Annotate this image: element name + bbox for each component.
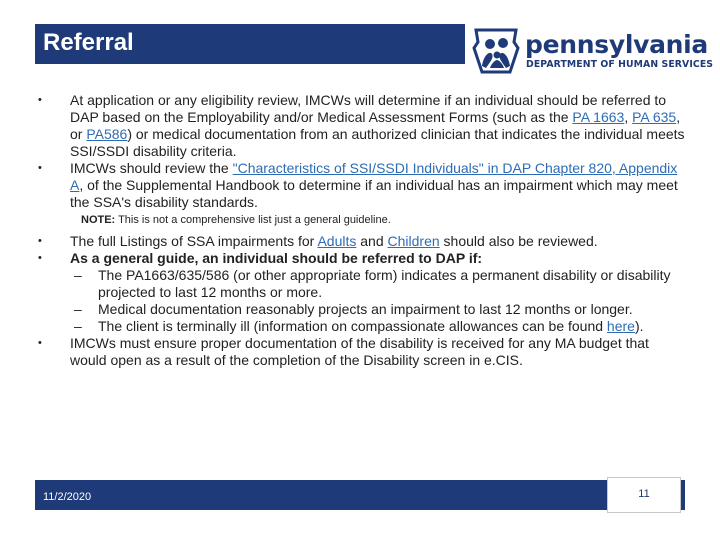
logo-wordmark: pennsylvania xyxy=(525,30,708,59)
page-number-box xyxy=(607,477,681,513)
bullet-text: , xyxy=(624,109,633,125)
bullet-text: The full Listings of SSA impairments for xyxy=(70,233,318,249)
bullet-text: should also be reviewed. xyxy=(439,233,598,249)
bullet-ssa-listings xyxy=(38,233,688,250)
sub-bullet-permanent-disability xyxy=(38,267,688,301)
link-pa-1663[interactable]: PA 1663 xyxy=(572,109,625,125)
bullet-dot: • xyxy=(38,162,42,174)
sub-bullet-text: The PA1663/635/586 (or other appropriate form) indicates a permanent disability or disability projected to last 12 months or more. xyxy=(98,267,671,300)
sub-bullet-dash: – xyxy=(74,318,82,334)
sub-bullet-terminally-ill xyxy=(38,318,688,335)
bullet-text: and xyxy=(356,233,388,249)
bullet-text: IMCWs should review the xyxy=(70,160,233,176)
link-pa-635[interactable]: PA 635 xyxy=(632,109,677,125)
logo-department: DEPARTMENT OF HUMAN SERVICES xyxy=(526,59,714,70)
link-adults[interactable]: Adults xyxy=(317,233,357,249)
sub-bullet-medical-documentation xyxy=(38,301,688,318)
bullet-text: , or xyxy=(70,109,681,142)
bullet-text: At application or any eligibility review, IMCWs will determine if an individual should be referred to DAP based on the Employability and/or Medical Assessment Forms (such as the xyxy=(70,92,667,125)
bullet-referral-determination xyxy=(38,92,688,160)
bullet-text: IMCWs must ensure proper documentation of the disability is received for any MA budget that would open as a result of the completion of the Disability screen in e.CIS. xyxy=(70,335,649,368)
note-text: This is not a comprehensive list just a general guideline. xyxy=(115,214,391,226)
keystone-family-icon xyxy=(470,24,522,76)
sub-bullet-dash: – xyxy=(74,267,82,283)
sub-bullet-text: Medical documentation reasonably projects an impairment to last 12 months or longer. xyxy=(98,301,633,317)
bullet-dot: • xyxy=(38,94,42,106)
footer-bar xyxy=(35,480,685,510)
link-children[interactable]: Children xyxy=(387,233,440,249)
note xyxy=(38,214,688,227)
bullet-review-characteristics xyxy=(38,160,688,211)
bullet-dot: • xyxy=(38,235,42,247)
bullet-text: As a general guide, an individual should be referred to DAP if: xyxy=(70,250,483,266)
sub-bullet-text: ). xyxy=(634,318,644,334)
bullet-text: , of the Supplemental Handbook to determine if an individual has an impairment which may meet the SSA's disability standards. xyxy=(70,177,678,210)
bullet-dot: • xyxy=(38,337,42,349)
link-pa586[interactable]: PA586 xyxy=(86,126,128,142)
footer-date: 11/2/2020 xyxy=(43,491,92,503)
bullet-general-guide xyxy=(38,250,688,267)
bullet-dot: • xyxy=(38,252,42,264)
note-label: NOTE: xyxy=(81,214,116,226)
title-bar xyxy=(35,24,465,64)
page-number: 11 xyxy=(638,488,650,500)
sub-bullet-text: The client is terminally ill (information on compassionate allowances can be found xyxy=(98,318,607,334)
slide-content xyxy=(38,92,688,369)
link-characteristics-appendix[interactable]: "Characteristics of SSI/SSDI Individuals" in DAP Chapter 820, Appendix A xyxy=(70,160,678,193)
bullet-ensure-documentation xyxy=(38,335,688,369)
sub-bullet-dash: – xyxy=(74,301,82,317)
pa-dhs-logo xyxy=(470,24,714,76)
slide-title: Referral xyxy=(43,29,134,56)
bullet-text: ) or medical documentation from an authorized clinician that indicates the individual meets SSI/SSDI disability criteria. xyxy=(70,126,685,159)
link-here[interactable]: here xyxy=(606,318,635,334)
